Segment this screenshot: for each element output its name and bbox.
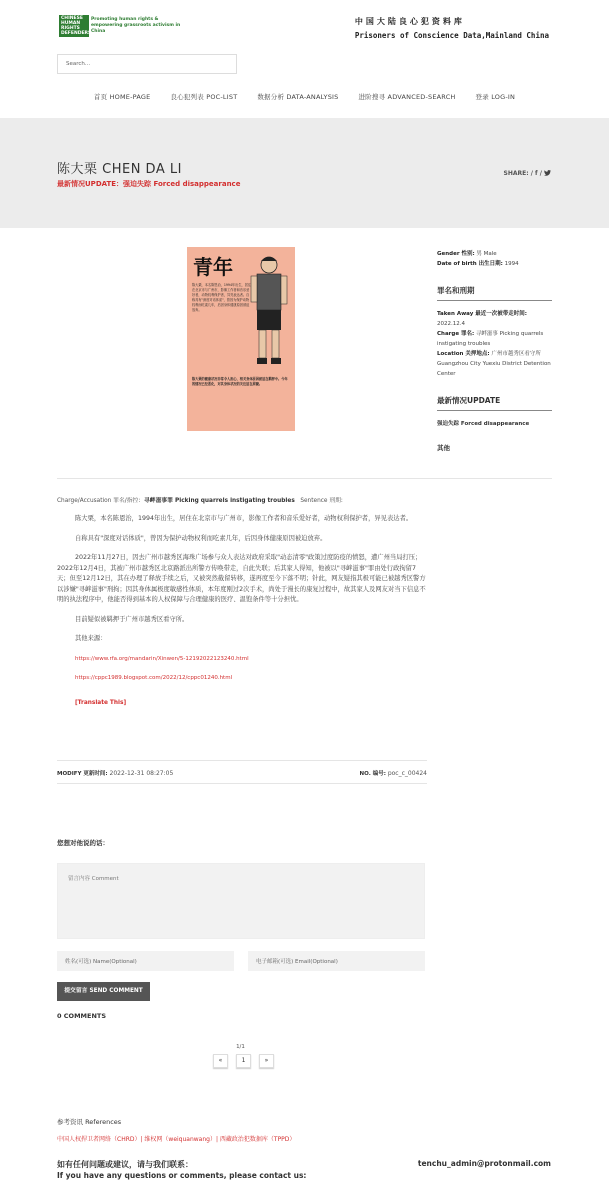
- no-value: poc_c_00424: [387, 770, 427, 777]
- share-bar: [504, 170, 551, 177]
- poster-title: 青年: [193, 255, 233, 279]
- pager-label: 1/1: [236, 1044, 245, 1050]
- share-label: SHARE: /: [503, 170, 533, 177]
- meta-row: [57, 769, 427, 777]
- profile-sidebar: [437, 249, 552, 452]
- profile-poster-image[interactable]: [187, 247, 295, 431]
- location-value: 广州市越秀区看守所 Guangzhou City Yuexiu District Detention Center: [437, 351, 551, 377]
- gender-value: 男 Male: [476, 251, 497, 257]
- other-heading: 其他: [437, 444, 450, 452]
- charge-summary: [57, 495, 343, 504]
- poster-text: 陈大栗，本名陈恩治，1994年出生，居住在北京市与广州市，影像工作者和音乐爱好者，动物权利保护者，异见表达者。自称具有"深度对话体质"，曾因为保护动物权利而吃素几年，后因身体健康原因被迫放弃。: [192, 283, 252, 312]
- pager-next-button[interactable]: »: [259, 1054, 274, 1068]
- logo-tagline: Promoting human rights & empowering grassroots activism in China: [91, 17, 181, 34]
- comment-count: 0 COMMENTS: [57, 1012, 107, 1020]
- dob-row: [437, 259, 552, 269]
- pagination: [213, 1054, 274, 1068]
- nav-advanced-search[interactable]: 进阶搜寻 ADVANCED-SEARCH: [358, 93, 456, 101]
- nav-data-analysis[interactable]: 数据分析 DATA-ANALYSIS: [257, 93, 339, 101]
- contact-email[interactable]: tenchu_admin@protonmail.com: [417, 1159, 551, 1168]
- modify-value: 2022-12-31 08:27:05: [109, 770, 174, 777]
- update-value: 强迫失踪 Forced disappearance: [437, 421, 530, 427]
- site-title-en: Prisoners of Conscience Data,Mainland China: [354, 31, 549, 40]
- article-paragraph: 陈大栗，本名陈恩治，1994年出生，居住在北京市与广州市，影像工作者和音乐爱好者，动物权利保护者，异见表达者。: [75, 515, 413, 522]
- modify-label: MODIFY 更新时间:: [57, 771, 108, 777]
- site-title-cn: 中国大陆良心犯资料库: [354, 17, 465, 26]
- divider: [57, 783, 427, 784]
- contact-text-en: If you have any questions or comments, please contact us:: [57, 1171, 307, 1180]
- gender-row: [437, 249, 552, 259]
- comment-heading: 您想对他说的话：: [57, 839, 109, 847]
- charge-summary-label: Charge/Accusation 罪名/指控:: [57, 498, 141, 504]
- send-comment-button[interactable]: 提交留言 SEND COMMENT: [57, 982, 150, 1001]
- twitter-icon[interactable]: [544, 170, 551, 177]
- charge-value: 寻衅滋事 Picking quarrels instigating troubles: [437, 331, 544, 347]
- pager-page-button[interactable]: 1: [236, 1054, 251, 1068]
- email-input[interactable]: 电子邮箱(可选) Email(Optional): [248, 951, 425, 971]
- sentence-label: Sentence 刑期:: [300, 498, 343, 504]
- status-update: 最新情况UPDATE：强迫失踪 Forced disappearance: [57, 180, 241, 188]
- gender-label: Gender 性别:: [437, 251, 475, 257]
- source-link-rfa[interactable]: https://www.rfa.org/mandarin/Xinwen/5-12192022123240.html: [75, 655, 249, 662]
- site-title: [355, 16, 549, 40]
- dob-label: Date of birth 出生日期:: [437, 261, 503, 267]
- poster-text-bottom: 陈大栗的健康状况非常令人担心，相关身体原因被迫在羁押中。今年的情况已经恶化，对其身体状况的关注迫在眉睫。: [192, 377, 288, 386]
- translate-link[interactable]: [Translate This]: [75, 699, 127, 706]
- divider: [57, 478, 552, 479]
- comment-textarea[interactable]: 留言内容 Comment: [57, 863, 425, 939]
- divider: [57, 760, 427, 761]
- logo-mark: CHINESE HUMAN RIGHTS DEFENDERS: [61, 16, 92, 36]
- location-label: Location 关押地点:: [437, 351, 490, 357]
- article-paragraph: 2022年11月27日，因去广州市越秀区海珠广场参与众人表达对政府采取"动态清零"政策过度防疫的愤怒，遭广州当局打压；2022年12月4日，其被广州市越秀区北京路派出所警方传唤带走，自此失联；后其家人得知，他被以"寻衅滋事"罪由处行政拘留7天；但至12月12日，其在办理了释放手续之后，又被突然截留转移，遂再度至今下落不明；针此，网友疑指其极可能已被越秀区警方以涉嫌"寻衅滋事"刑拘；因其身体属极度敏感性体质，本年度刚过2次手术，尚处于漫长的康复过程中，故其家人及网友对当下信息不明的执法程序中，他能否得到基本的人权保障与合理健康的医疗、温饱条件等十分担忧。: [57, 554, 426, 603]
- main-nav: [0, 92, 609, 101]
- name-input[interactable]: 姓名(可选) Name(Optional): [57, 951, 234, 971]
- charge-row-sidebar: [437, 329, 552, 349]
- taken-value: 2022.12.4: [437, 321, 465, 327]
- person-illustration: [245, 251, 291, 371]
- source-link-blogspot[interactable]: https://cppc1989.blogspot.com/2022/12/cppc01240.html: [75, 675, 233, 681]
- share-separator: /: [539, 170, 542, 177]
- no-label: NO. 编号:: [359, 771, 386, 777]
- article-body: [57, 514, 427, 717]
- nav-home[interactable]: 首页 HOME-PAGE: [93, 93, 151, 101]
- site-header: [0, 0, 609, 118]
- contact-text-cn: 如有任何问题或建议，请与我们联系：: [57, 1160, 193, 1169]
- taken-row: [437, 309, 552, 329]
- charge-label: Charge 罪名:: [437, 331, 475, 337]
- pager-prev-button[interactable]: «: [213, 1054, 228, 1068]
- nav-poc-list[interactable]: 良心犯列表 POC-LIST: [170, 93, 238, 101]
- update-heading: 最新情况UPDATE: [437, 395, 552, 411]
- charges-heading: 罪名和刑期: [437, 285, 552, 301]
- dob-value: 1994: [504, 261, 519, 267]
- site-logo[interactable]: [59, 15, 186, 37]
- search-input[interactable]: Search...: [57, 54, 237, 74]
- facebook-icon[interactable]: f: [535, 170, 540, 177]
- references-heading: 参考资讯 References: [57, 1118, 122, 1126]
- location-row: [437, 349, 552, 379]
- references-links[interactable]: 中国人权捍卫者网络（CHRD）| 维权网（weiquanwang）| 西藏政治犯数据库（TPPD）: [57, 1136, 296, 1143]
- profile-banner: [0, 118, 609, 228]
- taken-label: Taken Away 最近一次被带走时间:: [437, 311, 527, 317]
- article-paragraph: 目前疑似被羁押于广州市越秀区看守所。: [75, 615, 189, 623]
- article-paragraph: 自称具有"深度对话体质"，曾因为保护动物权利而吃素几年，后因身体健康原因被迫放弃。: [75, 534, 327, 542]
- article-paragraph: 其他来源：: [75, 635, 107, 642]
- charge-summary-value: 寻衅滋事罪 Picking quarrels instigating troubles: [143, 498, 295, 504]
- nav-login[interactable]: 登录 LOG-IN: [475, 93, 516, 101]
- page-title: 陈大栗 CHEN DA LI: [57, 162, 182, 177]
- record-number: [360, 769, 427, 777]
